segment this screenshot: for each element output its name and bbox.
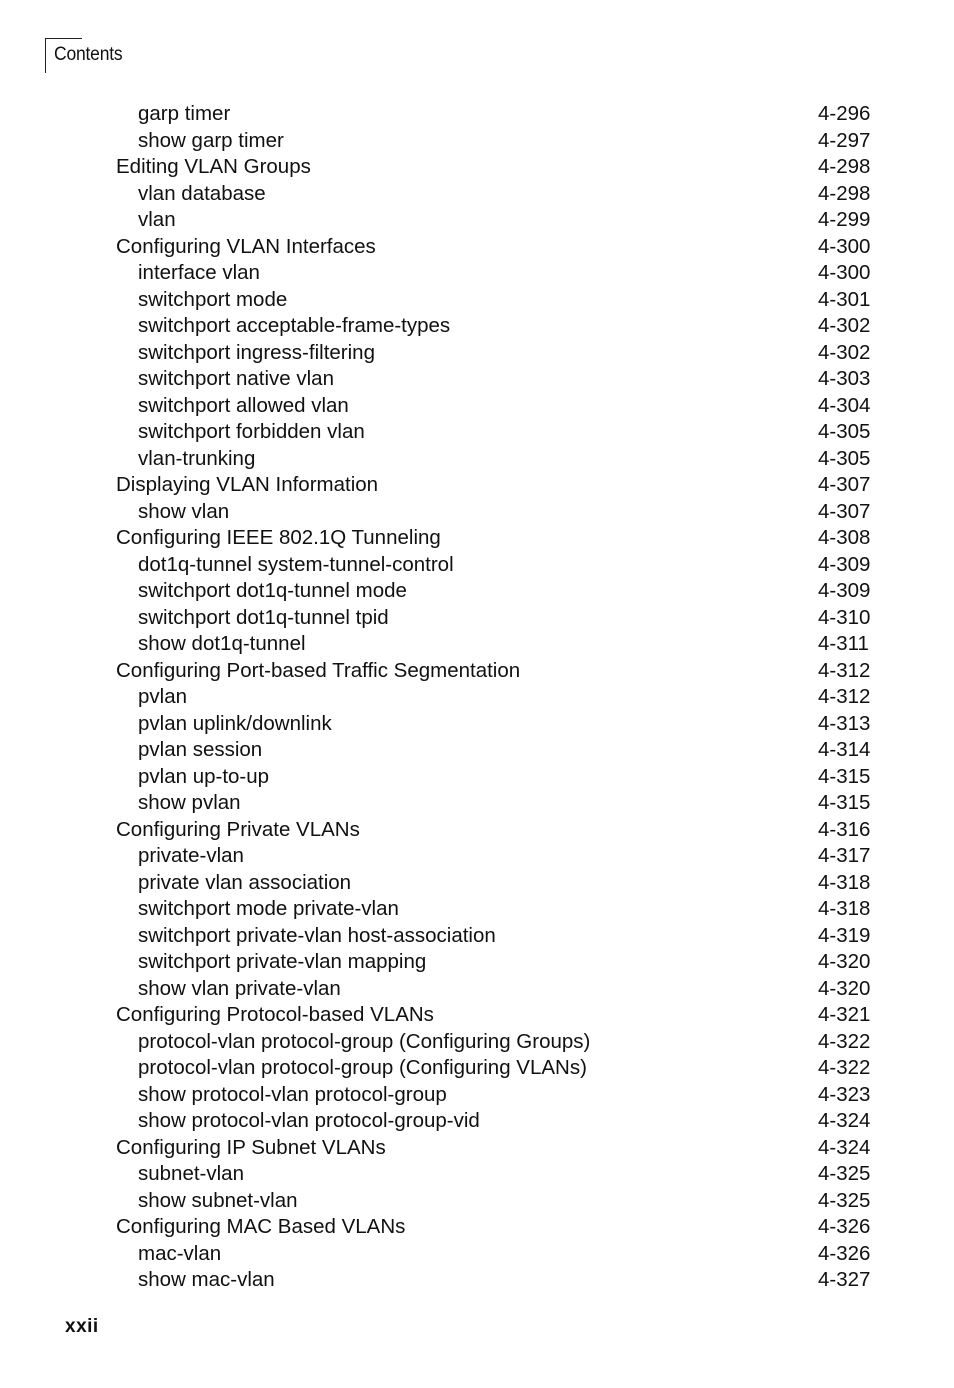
toc-subentry[interactable] bbox=[0, 207, 954, 234]
toc-subentry[interactable] bbox=[0, 631, 954, 658]
toc-entry-page: 4-326 bbox=[818, 1241, 871, 1265]
toc-entry-title: Editing VLAN Groups bbox=[116, 155, 311, 178]
toc-section-entry[interactable] bbox=[0, 1135, 954, 1162]
toc-entry-page: 4-325 bbox=[818, 1188, 871, 1212]
toc-entry-title: switchport dot1q-tunnel mode bbox=[138, 579, 407, 602]
section-header: Contents bbox=[54, 44, 123, 65]
toc-subentry[interactable] bbox=[0, 790, 954, 817]
toc-entry-title: private vlan association bbox=[138, 870, 352, 894]
toc-subentry[interactable] bbox=[0, 1082, 954, 1109]
toc-subentry[interactable] bbox=[0, 1267, 954, 1294]
toc-entry-title: protocol-vlan protocol-group (Configuring Groups) bbox=[138, 1029, 591, 1053]
toc-entry-title: pvlan uplink/downlink bbox=[138, 711, 332, 735]
toc-subentry[interactable] bbox=[0, 101, 954, 128]
toc-entry-page: 4-296 bbox=[818, 102, 871, 125]
toc-section-entry[interactable] bbox=[0, 154, 954, 181]
toc-subentry[interactable] bbox=[0, 419, 954, 446]
toc-entry-page: 4-300 bbox=[818, 261, 871, 284]
toc-entry-page: 4-303 bbox=[818, 367, 871, 390]
toc-entry-title: show dot1q-tunnel bbox=[138, 632, 306, 655]
toc-section-entry[interactable] bbox=[0, 817, 954, 844]
toc-entry-page: 4-309 bbox=[818, 552, 871, 576]
toc-entry-page: 4-315 bbox=[818, 791, 871, 814]
toc-subentry[interactable] bbox=[0, 737, 954, 764]
toc-subentry[interactable] bbox=[0, 1188, 954, 1215]
toc-entry-page: 4-319 bbox=[818, 923, 871, 947]
toc-entry-title: switchport native vlan bbox=[138, 367, 334, 390]
toc-subentry[interactable] bbox=[0, 711, 954, 738]
toc-entry-title: show mac-vlan bbox=[138, 1268, 275, 1291]
toc-section-entry[interactable] bbox=[0, 472, 954, 499]
toc-subentry[interactable] bbox=[0, 870, 954, 897]
toc-subentry[interactable] bbox=[0, 578, 954, 605]
toc-subentry[interactable] bbox=[0, 896, 954, 923]
toc-entry-title: show protocol-vlan protocol-group bbox=[138, 1082, 447, 1106]
toc-subentry[interactable] bbox=[0, 313, 954, 340]
toc-entry-page: 4-325 bbox=[818, 1162, 871, 1185]
toc-entry-page: 4-299 bbox=[818, 208, 871, 231]
toc-section-entry[interactable] bbox=[0, 1002, 954, 1029]
toc-subentry[interactable] bbox=[0, 976, 954, 1003]
toc-entry-title: pvlan bbox=[138, 685, 188, 708]
toc-entry-page: 4-313 bbox=[818, 711, 871, 735]
toc-entry-title: switchport acceptable-frame-types bbox=[138, 314, 451, 337]
toc-subentry[interactable] bbox=[0, 1029, 954, 1056]
toc-entry-title: dot1q-tunnel system-tunnel-control bbox=[138, 552, 454, 576]
toc-entry-page: 4-317 bbox=[818, 844, 871, 867]
toc-entry-title: show subnet-vlan bbox=[138, 1188, 298, 1212]
toc-entry-page: 4-315 bbox=[818, 764, 871, 788]
toc-entry-title: pvlan up-to-up bbox=[138, 764, 270, 788]
toc-entry-title: switchport allowed vlan bbox=[138, 393, 349, 417]
toc-entry-page: 4-300 bbox=[818, 234, 871, 258]
toc-entry-title: pvlan session bbox=[138, 738, 263, 761]
toc-entry-title: switchport dot1q-tunnel tpid bbox=[138, 605, 389, 629]
toc-entry-page: 4-322 bbox=[818, 1056, 871, 1079]
toc-subentry[interactable] bbox=[0, 1108, 954, 1135]
toc-subentry[interactable] bbox=[0, 1241, 954, 1268]
toc-entry-page: 4-320 bbox=[818, 950, 871, 973]
toc-entry-title: Configuring IP Subnet VLANs bbox=[116, 1135, 386, 1159]
toc-entry-title: vlan bbox=[138, 208, 176, 231]
toc-section-entry[interactable] bbox=[0, 658, 954, 685]
toc-entry-title: switchport mode bbox=[138, 287, 288, 311]
toc-entry-title: switchport ingress-filtering bbox=[138, 340, 375, 364]
toc-entry-page: 4-324 bbox=[818, 1109, 871, 1132]
toc-entry-title: show protocol-vlan protocol-group-vid bbox=[138, 1109, 480, 1132]
toc-subentry[interactable] bbox=[0, 366, 954, 393]
toc-entry-page: 4-318 bbox=[818, 870, 871, 894]
toc-entry-title: Configuring Protocol-based VLANs bbox=[116, 1003, 434, 1026]
toc-entry-page: 4-318 bbox=[818, 897, 871, 920]
toc-entry-title: subnet-vlan bbox=[138, 1162, 244, 1185]
toc-entry-title: Configuring MAC Based VLANs bbox=[116, 1215, 406, 1238]
toc-entry-title: garp timer bbox=[138, 102, 231, 125]
toc-entry-page: 4-323 bbox=[818, 1082, 871, 1106]
toc-entry-page: 4-326 bbox=[818, 1215, 871, 1238]
toc-entry-page: 4-302 bbox=[818, 340, 871, 364]
toc-entry-page: 4-312 bbox=[818, 685, 871, 708]
toc-subentry[interactable] bbox=[0, 128, 954, 155]
toc-subentry[interactable] bbox=[0, 287, 954, 314]
toc-entry-title: interface vlan bbox=[138, 261, 260, 284]
toc-entry-page: 4-314 bbox=[818, 738, 871, 761]
toc-subentry[interactable] bbox=[0, 499, 954, 526]
table-of-contents bbox=[0, 101, 954, 1294]
toc-subentry[interactable] bbox=[0, 446, 954, 473]
toc-entry-title: protocol-vlan protocol-group (Configuring VLANs) bbox=[138, 1056, 587, 1079]
toc-subentry[interactable] bbox=[0, 923, 954, 950]
toc-entry-title: Configuring IEEE 802.1Q Tunneling bbox=[116, 526, 441, 549]
toc-subentry[interactable] bbox=[0, 181, 954, 208]
toc-entry-title: vlan-trunking bbox=[138, 446, 256, 470]
toc-entry-title: switchport private-vlan host-association bbox=[138, 923, 496, 947]
toc-entry-title: show garp timer bbox=[138, 128, 284, 152]
toc-entry-title: vlan database bbox=[138, 181, 266, 205]
toc-entry-page: 4-322 bbox=[818, 1029, 871, 1053]
toc-subentry[interactable] bbox=[0, 552, 954, 579]
toc-entry-page: 4-324 bbox=[818, 1135, 871, 1159]
toc-entry-title: switchport forbidden vlan bbox=[138, 420, 365, 443]
toc-entry-title: private-vlan bbox=[138, 844, 244, 867]
toc-entry-page: 4-316 bbox=[818, 817, 871, 841]
page-number: xxii bbox=[65, 1316, 99, 1337]
toc-entry-page: 4-320 bbox=[818, 976, 871, 1000]
toc-section-entry[interactable] bbox=[0, 234, 954, 261]
toc-entry-page: 4-297 bbox=[818, 128, 871, 152]
toc-entry-page: 4-307 bbox=[818, 473, 871, 496]
toc-entry-page: 4-307 bbox=[818, 499, 871, 523]
toc-entry-title: show pvlan bbox=[138, 791, 241, 814]
toc-section-entry[interactable] bbox=[0, 1214, 954, 1241]
toc-entry-page: 4-308 bbox=[818, 526, 871, 549]
toc-entry-page: 4-301 bbox=[818, 287, 871, 311]
toc-entry-page: 4-310 bbox=[818, 605, 871, 629]
toc-entry-page: 4-305 bbox=[818, 446, 871, 470]
toc-subentry[interactable] bbox=[0, 393, 954, 420]
toc-subentry[interactable] bbox=[0, 684, 954, 711]
toc-entry-title: Displaying VLAN Information bbox=[116, 473, 379, 496]
toc-entry-page: 4-327 bbox=[818, 1268, 871, 1291]
toc-entry-title: mac-vlan bbox=[138, 1241, 222, 1265]
toc-subentry[interactable] bbox=[0, 949, 954, 976]
toc-entry-page: 4-309 bbox=[818, 579, 871, 602]
toc-subentry[interactable] bbox=[0, 260, 954, 287]
toc-subentry[interactable] bbox=[0, 843, 954, 870]
toc-entry-title: show vlan private-vlan bbox=[138, 976, 341, 1000]
toc-entry-page: 4-302 bbox=[818, 314, 871, 337]
toc-entry-title: show vlan bbox=[138, 499, 230, 523]
toc-subentry[interactable] bbox=[0, 764, 954, 791]
toc-subentry[interactable] bbox=[0, 340, 954, 367]
toc-subentry[interactable] bbox=[0, 605, 954, 632]
toc-entry-title: switchport private-vlan mapping bbox=[138, 950, 427, 973]
toc-entry-page: 4-304 bbox=[818, 393, 871, 417]
toc-entry-title: Configuring Private VLANs bbox=[116, 817, 360, 841]
toc-entry-page: 4-311 bbox=[818, 632, 869, 655]
toc-entry-page: 4-298 bbox=[818, 181, 871, 205]
toc-entry-page: 4-298 bbox=[818, 155, 871, 178]
toc-entry-title: switchport mode private-vlan bbox=[138, 897, 399, 920]
toc-entry-page: 4-321 bbox=[818, 1003, 871, 1026]
toc-entry-page: 4-312 bbox=[818, 658, 871, 682]
toc-subentry[interactable] bbox=[0, 1055, 954, 1082]
toc-entry-title: Configuring Port-based Traffic Segmentation bbox=[116, 658, 521, 682]
toc-entry-page: 4-305 bbox=[818, 420, 871, 443]
toc-subentry[interactable] bbox=[0, 1161, 954, 1188]
toc-entry-title: Configuring VLAN Interfaces bbox=[116, 234, 376, 258]
toc-section-entry[interactable] bbox=[0, 525, 954, 552]
